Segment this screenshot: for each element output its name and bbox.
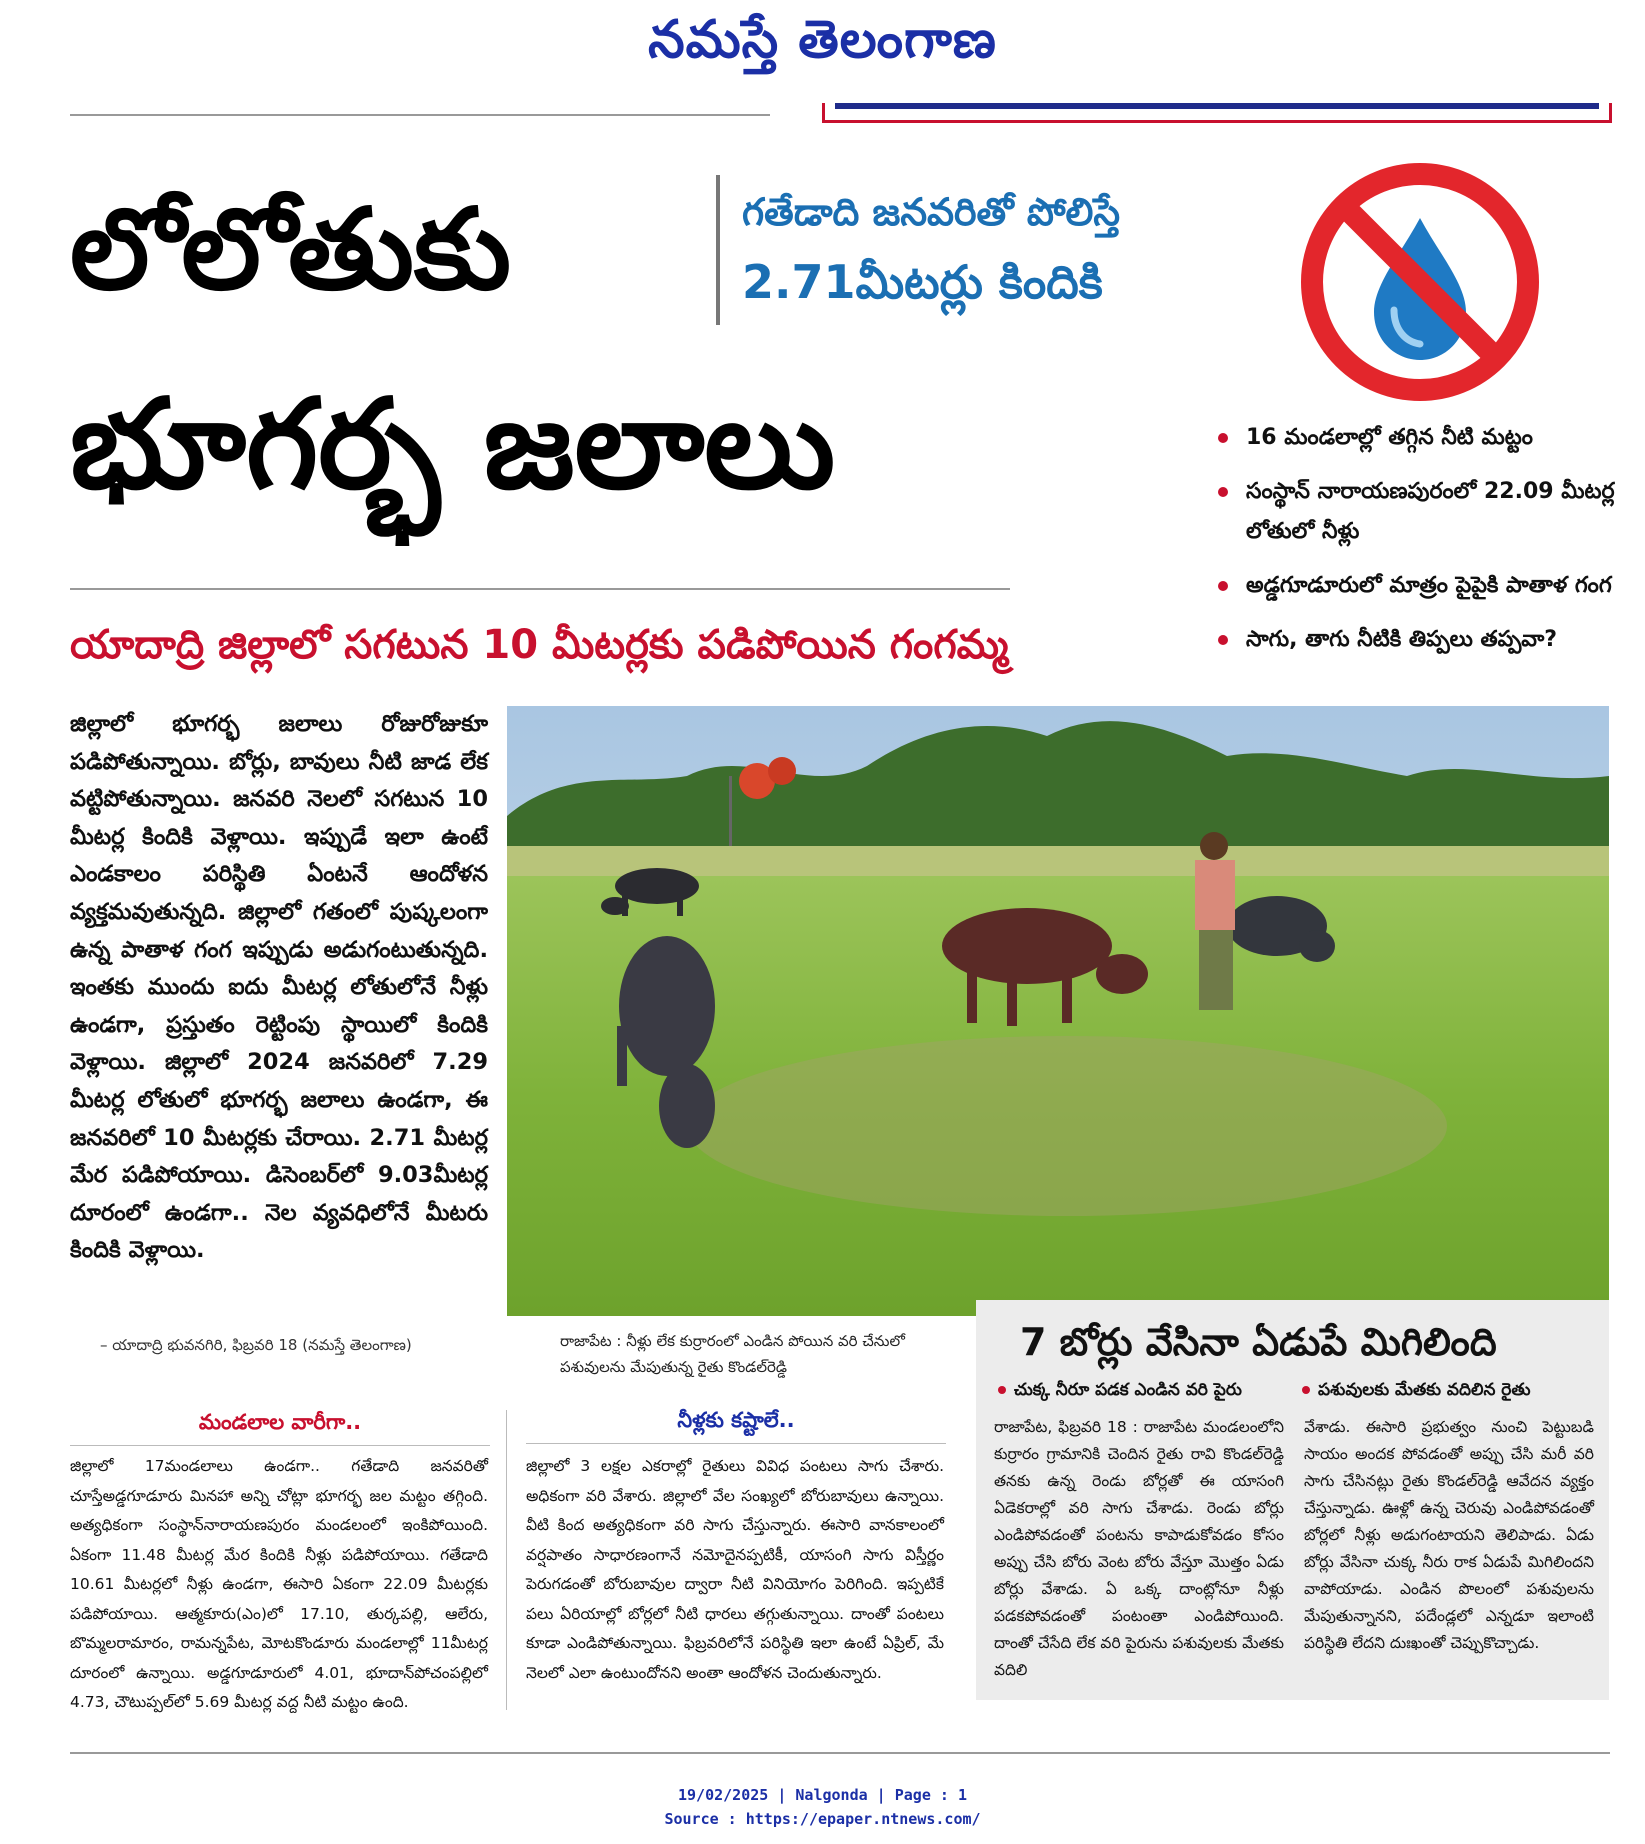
no-water-drop-icon bbox=[1298, 160, 1542, 404]
masthead-flag-rule bbox=[822, 103, 1612, 123]
headline-line-2: భూగర్భ జలాలు bbox=[70, 373, 836, 517]
section-heading-mandals: మండలాల వారీగా.. bbox=[198, 1410, 362, 1434]
section-heading-water-woes: నీళ్లకు కష్టాలే.. bbox=[677, 1408, 795, 1432]
headline-underline bbox=[70, 588, 1010, 590]
news-photo bbox=[507, 706, 1609, 1316]
masthead-rule-left bbox=[70, 114, 770, 116]
section-body-water-woes: జిల్లాలో 3 లక్షల ఎకరాల్లో రైతులు వివిధ పంటలు సాగు చేశారు. అధికంగా వరి వేశారు. జిల్లాలో వేల సంఖ్యలో బోరుబావులు ఉన్నాయి. వీటి కింద అత్యధికంగా వరి సాగు చేస్తున్నారు. ఈసారి వానకాలంలో వర్షపాతం సాధారణంగానే నమోదైనప్పటికీ, యాసంగి సాగు విస్తీర్ణం పెరుగడంతో బోరుబావుల ద్వారా నీటి వినియోగం పెరిగింది. ఇప్పటికే పలు ఏరియాల్లో బోర్లలో నీటి ధారలు తగ్గుతున్నాయి. దాంతో పంటలు కూడా ఎండిపోతున్నాయి. ఫిబ్రవరిలోనే పరిస్థితి ఇలా ఉంటే ఏప్రిల్, మే నెలలో ఎలా ఉంటుందోనని అంతా ఆందోళన చెందుతున్నారు. bbox=[526, 1457, 944, 1682]
dateline: – యాదాద్రి భువనగిరి, ఫిబ్రవరి 18 (నమస్తే తెలంగాణ) bbox=[100, 1336, 412, 1354]
deck-divider bbox=[716, 175, 720, 325]
bullet-item: సంస్థాన్ నారాయణపురంలో 22.09 మీటర్ల లోతులో నీళ్లు bbox=[1218, 472, 1618, 552]
section-rule bbox=[70, 1445, 490, 1446]
section-body-mandals: జిల్లాలో 17మండలాలు ఉండగా.. గతేడాది జనవరితో చూస్తేఅడ్డగూడూరు మినహా అన్ని చోట్లా భూగర్భ జల మట్టం తగ్గింది. అత్యధికంగా సంస్థాన్‌నారాయణపురం మండలంలో ఇంకిపోయింది. ఏకంగా 11.48 మీటర్ల మేర కిందికి నీళ్లు పడిపోయాయి. గతేడాది 10.61 మీటర్లలో నీళ్లు ఉండగా, ఈసారి ఏకంగా 22.09 మీటర్లకు పడిపోయాయి. ఆత్మకూరు(ఎం)లో 17.10, తుర్కపల్లి, ఆలేరు, బొమ్మలరామారం, రామన్నపేట, మోటకొండూరు మండలాల్లో 11మీటర్ల దూరంలో ఉన్నాయి. అడ్డగూడూరులో 4.01, భూదాన్‌పోచంపల్లిలో 4.73, చౌటుప్పల్‌లో 5.69 మీటర్ల వద్ద నీటి మట్టం ఉంది. bbox=[70, 1457, 488, 1711]
highlight-bullets bbox=[1218, 418, 1618, 674]
photo-caption: రాజాపేట : నీళ్లు లేక కుర్రారంలో ఎండిన పోయిన వరి చేనులో పశువులను మేపుతున్న రైతు కొండల్‌రెడ్డి bbox=[560, 1332, 905, 1376]
side-story-sub-1-text: చుక్క నీరూ పడక ఎండిన వరి పైరు bbox=[1014, 1380, 1242, 1400]
bullet-dot bbox=[998, 1386, 1006, 1394]
footer-rule bbox=[70, 1752, 1610, 1754]
bullet-item: 16 మండలాల్లో తగ్గిన నీటి మట్టం bbox=[1218, 418, 1618, 458]
bullet-dot bbox=[1302, 1386, 1310, 1394]
deck-line-1: గతేడాది జనవరితో పోలిస్తే bbox=[742, 190, 1121, 234]
side-story-column-2: వేశాడు. ఈసారి ప్రభుత్వం నుంచి పెట్టుబడి సాయం అందక పోవడంతో అప్పు చేసి మరీ వరి సాగు చేసినట్లు రైతు కొండల్‌రెడ్డి ఆవేదన వ్యక్తం చేస్తున్నాడు. ఊళ్లో ఉన్న చెరువు ఎండిపోవడంతో బోర్లలో నీళ్లు అడుగంటాయని తెలిపాడు. ఏడు బోర్లు వేసినా చుక్క నీరు రాక ఏడుపే మిగిలిందని వాపోయాడు. ఎండిన పొలంలో పశువులను మేపుతున్నానని, పదేండ్లలో ఎన్నడూ ఇలాంటి పరిస్థితి లేదని దుఃఖంతో చెప్పుకొచ్చాడు. bbox=[1304, 1418, 1594, 1652]
deck-line-2: 2.71మీటర్లు కిందికి bbox=[742, 255, 1103, 309]
lead-paragraph: జిల్లాలో భూగర్భ జలాలు రోజురోజుకూ పడిపోతున్నాయి. బోర్లు, బావులు నీటి జాడ లేక వట్టిపోతున్నాయి. జనవరి నెలలో సగటున 10 మీటర్ల కిందికి వెళ్లాయి. ఇప్పుడే ఇలా ఉంటే ఎండకాలం పరిస్థితి ఏంటనే ఆందోళన వ్యక్తమవుతున్నది. జిల్లాలో గతంలో పుష్కలంగా ఉన్న పాతాళ గంగ ఇప్పుడు అడుగంటుతున్నది. ఇంతకు ముందు ఐదు మీటర్ల లోతులోనే నీళ్లు ఉండగా, ప్రస్తుతం రెట్టింపు స్థాయిలో కిందికి వెళ్లాయి. జిల్లాలో 2024 జనవరిలో 7.29 మీటర్ల లోతులో భూగర్భ జలాలు ఉండగా, ఈ జనవరిలో 10 మీటర్లకు చేరాయి. 2.71 మీటర్ల మేర పడిపోయాయి. డిసెంబర్‌లో 9.03మీటర్ల దూరంలో ఉండగా.. నెల వ్యవధిలోనే మీటరు కిందికి వెళ్లాయి. bbox=[70, 711, 488, 1264]
side-story-sub-1 bbox=[998, 1380, 1242, 1404]
side-story-sub-2 bbox=[1302, 1380, 1531, 1404]
bullet-item: సాగు, తాగు నీటికి తిప్పలు తప్పవా? bbox=[1218, 620, 1618, 660]
column-separator bbox=[506, 1410, 507, 1710]
side-story-column-1: రాజాపేట, ఫిబ్రవరి 18 : రాజాపేట మండలంలోని కుర్రారం గ్రామానికి చెందిన రైతు రావి కొండల్‌రెడ్డి తనకు ఉన్న రెండు బోర్లతో ఈ యాసంగి ఏడెకరాల్లో వరి సాగు చేశాడు. రెండు బోర్లు ఎండిపోవడంతో పంటను కాపాడుకోవడం కోసం అప్పు చేసి బోరు వెంట బోరు వేస్తూ మొత్తం ఏడు బోర్లు వేశాడు. ఏ ఒక్క దాంట్లోనూ నీళ్లు పడకపోవడంతో పంటంతా ఎండిపోయింది. దాంతో చేసేది లేక వరి పైరును పశువులకు మేతకు వదిలి bbox=[994, 1418, 1284, 1679]
side-story-title: 7 బోర్లు వేసినా ఏడుపే మిగిలింది bbox=[1020, 1320, 1497, 1364]
footer-page-info: 19/02/2025 | Nalgonda | Page : 1 bbox=[678, 1786, 967, 1804]
side-story-sub-2-text: పశువులకు మేతకు వదిలిన రైతు bbox=[1318, 1380, 1531, 1400]
footer-source-link[interactable]: Source : https://epaper.ntnews.com/ bbox=[664, 1810, 981, 1828]
sub-headline: యాదాద్రి జిల్లాలో సగటున 10 మీటర్లకు పడిపోయిన గంగమ్మ bbox=[70, 622, 1009, 668]
masthead-logo: నమస్తే తెలంగాణ bbox=[648, 10, 997, 70]
bullet-item: అడ్డగూడూరులో మాత్రం పైపైకి పాతాళ గంగ bbox=[1218, 566, 1618, 606]
headline-line-1: లోలోతుకు bbox=[70, 185, 512, 315]
section-rule bbox=[526, 1443, 946, 1444]
